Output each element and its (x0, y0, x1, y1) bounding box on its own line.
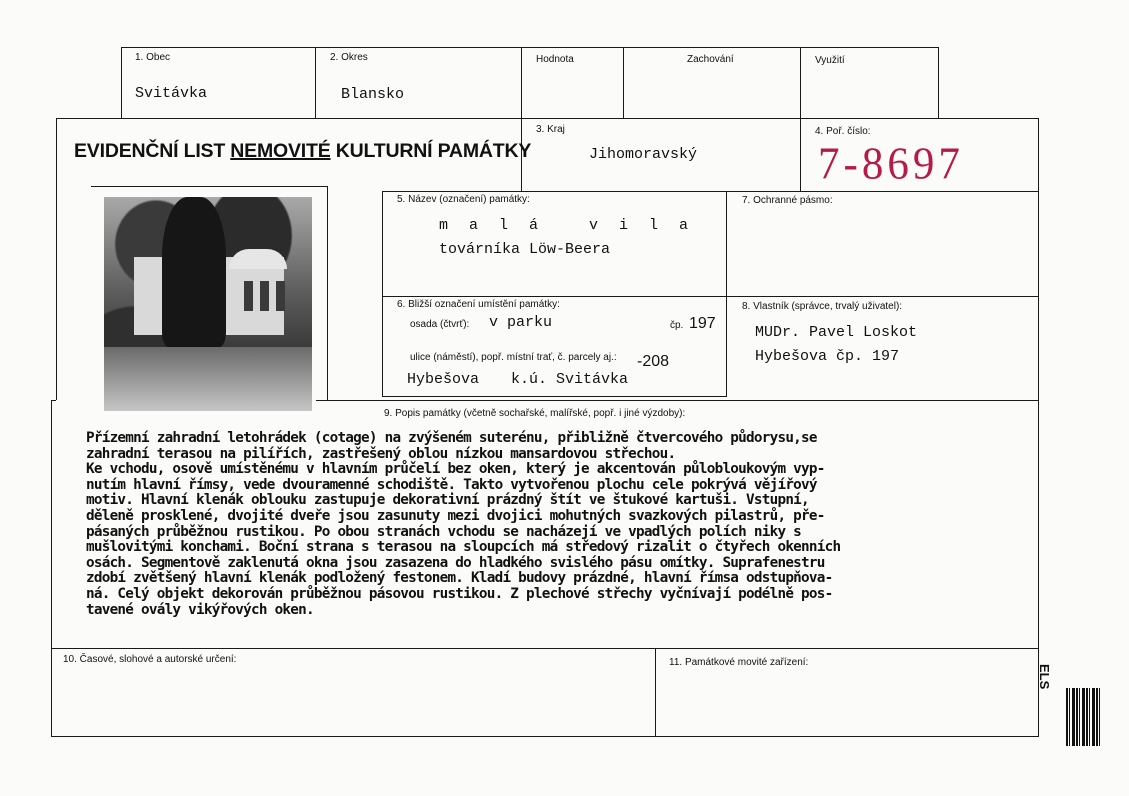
rule (56, 118, 1039, 119)
stamp-label: ELS (1037, 664, 1052, 690)
por-cislo-value: 7-8697 (818, 139, 964, 190)
photo-tree (162, 197, 226, 347)
ulice-value: Hybešova (407, 371, 480, 388)
photo-gable (229, 249, 287, 269)
rule (121, 47, 122, 118)
ulice-label: ulice (náměstí), popř. místní trať, č. parcely aj.: (410, 352, 617, 363)
rule (655, 648, 656, 736)
popis-line: mušlovitými konchami. Boční strana s terasou na sloupcích má středový rizalit o čtyřech okenních (86, 539, 841, 556)
form-title-part1: EVIDENČNÍ LIST (74, 140, 231, 162)
rule (623, 47, 624, 118)
nazev-line1: m a l á v i l a (439, 217, 695, 234)
rule (800, 47, 801, 192)
ku-value: k.ú. Svitávka (511, 371, 629, 388)
hodnota-label: Hodnota (536, 54, 574, 65)
rule (382, 191, 1039, 192)
nazev-label: 5. Název (označení) památky: (397, 194, 530, 205)
rule (521, 47, 522, 192)
vlastnik-line2: Hybešova čp. 197 (755, 348, 900, 365)
ochranne-pasmo-label: 7. Ochranné pásmo: (742, 195, 833, 206)
photo-window (244, 281, 253, 311)
zachovani-label: Zachování (687, 54, 734, 65)
rule (91, 186, 328, 187)
rule (56, 118, 57, 400)
form-title (74, 140, 531, 163)
rule (51, 736, 1039, 737)
rule (51, 400, 52, 736)
kraj-label: 3. Kraj (536, 124, 565, 135)
popis-line: zdobí zvětšený hlavní klenák podložený festonem. Kladí budovy prázdné, hlavní římsa odstupňova- (86, 570, 833, 587)
rule (382, 191, 383, 397)
cp-label: čp. (670, 320, 684, 331)
form-title-part2: KULTURNÍ PAMÁTKY (330, 140, 532, 162)
obec-label: 1. Obec (135, 52, 171, 63)
popis-line: ná. Celý objekt dekorován průběžnou pásovou rustikou. Z plechové střechy vyčnívají podélně pos- (86, 585, 833, 602)
popis-line: pásaných průběžnou rustikou. Po obou stranách vchodu se nacházejí ve vpadlých polích niky s (86, 523, 802, 540)
popis-label: 9. Popis památky (včetně sochařské, malířské, popř. i jiné výzdoby): (384, 408, 686, 419)
por-cislo-label: 4. Poř. číslo: (815, 126, 871, 137)
okres-label: 2. Okres (330, 52, 368, 63)
building-photo (104, 197, 312, 411)
rule (121, 47, 939, 48)
popis-line: nutím hlavní římsy, vede dvouramenné schodiště. Takto vytvořenou plochu cele pokrývá vějířový (86, 476, 817, 493)
osada-label: osada (čtvrť): (410, 319, 470, 330)
vlastnik-label: 8. Vlastník (správce, trvalý uživatel): (742, 301, 903, 312)
popis-line: Ke vchodu, osově umístěnému v hlavním průčelí bez oken, který je akcentován půlobloukovým vyp- (86, 461, 825, 478)
movite-zarizeni-label: 11. Památkové movité zařízení: (669, 657, 809, 668)
popis-line: tavené ovály vikýřových oken. (86, 601, 314, 618)
rule (51, 648, 1039, 649)
nazev-line2: továrníka Löw-Beera (439, 241, 611, 258)
popis-line: motiv. Hlavní klenák oblouku zastupuje dekorativní prázdný štít ve štukové kartuši. Vstupní, (86, 492, 809, 509)
vlastnik-line1: MUDr. Pavel Loskot (755, 324, 918, 341)
popis-text (86, 431, 1036, 618)
obec-value: Svitávka (135, 85, 208, 102)
popis-line: osách. Segmentově zaklenutá okna jsou zasazena do hladkého svislého pásu omítky. Suprafenestru (86, 554, 825, 571)
form-title-underlined: NEMOVITÉ (230, 140, 331, 162)
rule (382, 296, 1039, 297)
cp-value: 197 (689, 315, 716, 332)
osada-value: v parku (489, 314, 553, 331)
photo-ground (104, 347, 312, 411)
photo-window (276, 281, 285, 311)
rule (726, 191, 727, 397)
barcode-icon (1066, 688, 1100, 746)
popis-line: Přízemní zahradní letohrádek (cotage) na zvýšeném suterénu, přibližně čtvercového půdorysu,se (86, 430, 817, 446)
rule (1038, 118, 1039, 736)
rule (938, 47, 939, 118)
vyuziti-label: Využití (815, 55, 845, 66)
rule (315, 47, 316, 118)
umisteni-label: 6. Bližší označení umístění památky: (397, 299, 560, 310)
rule (382, 396, 727, 397)
parcela-value: -208 (637, 353, 670, 370)
popis-line: děleně prosklené, dvojité dveře jsou zasunuty mezi dvojici mohutných svazkových pilastrů, pře- (86, 507, 825, 524)
popis-line: zahradní terasou na pilířích, zastřešený oblou nízkou mansardovou střechou. (86, 445, 676, 462)
casove-urceni-label: 10. Časové, slohové a autorské určení: (63, 654, 237, 665)
rule (316, 400, 1039, 401)
okres-value: Blansko (341, 86, 405, 103)
photo-window (260, 281, 269, 311)
kraj-value: Jihomoravský (589, 146, 698, 163)
rule (327, 186, 328, 400)
